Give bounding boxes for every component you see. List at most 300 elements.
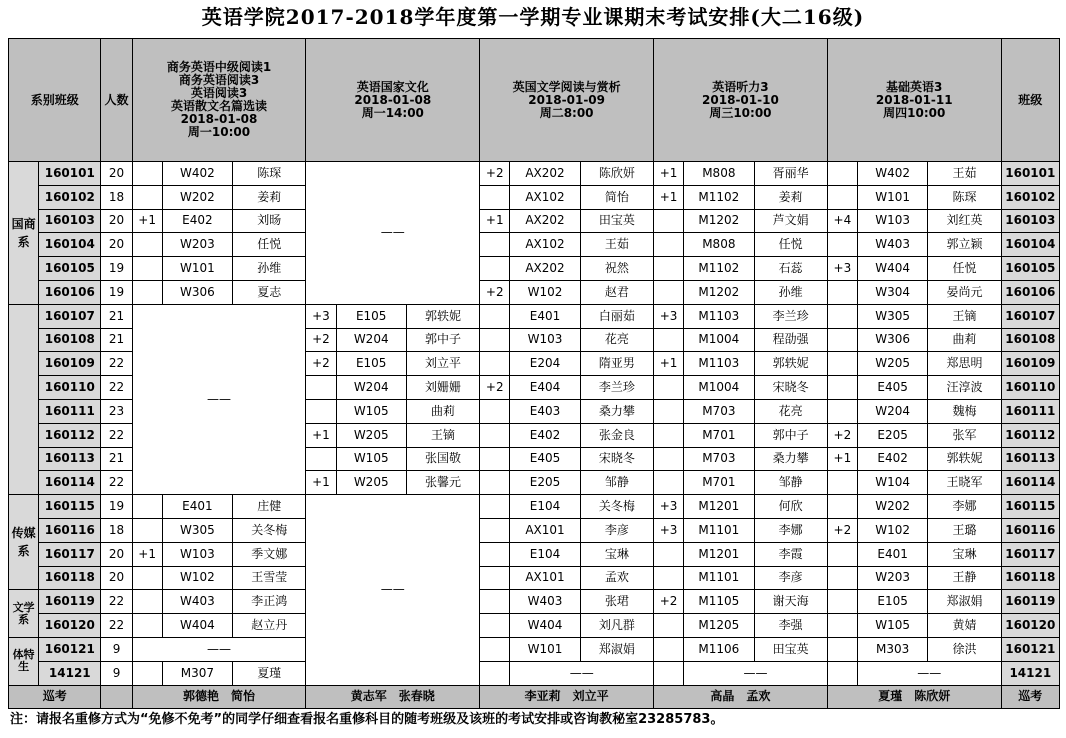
exam5-room: W203	[857, 566, 927, 590]
exam4-extra: +1	[654, 185, 684, 209]
exam5-room: W104	[857, 471, 927, 495]
exam4-extra	[654, 661, 684, 685]
footer-invigilators-4: 高晶 孟欢	[654, 685, 828, 708]
student-count: 20	[101, 162, 132, 186]
exam1-extra	[132, 566, 162, 590]
table-row	[9, 542, 1060, 566]
exam2-extra: +2	[306, 352, 336, 376]
student-count: 20	[101, 542, 132, 566]
exam1-not-applicable: ——	[132, 304, 306, 494]
header-exam-4: 英语听力3 2018-01-10 周三10:00	[654, 39, 828, 162]
exam1-proctor: 李正鸿	[233, 590, 306, 614]
exam3-extra	[480, 614, 510, 638]
exam5-extra	[827, 661, 857, 685]
table-row	[9, 566, 1060, 590]
class-id: 14121	[39, 661, 101, 685]
class-id: 160121	[39, 637, 101, 661]
exam5-proctor: 郭轶妮	[928, 447, 1001, 471]
class-id-right: 160118	[1001, 566, 1059, 590]
exam4-proctor: 石蕊	[754, 257, 827, 281]
exam5-proctor: 郑淑娟	[928, 590, 1001, 614]
exam5-room: W305	[857, 304, 927, 328]
student-count: 22	[101, 590, 132, 614]
class-id: 160113	[39, 447, 101, 471]
exam2-proctor: 张馨元	[406, 471, 479, 495]
exam5-room: W204	[857, 399, 927, 423]
exam1-room: E401	[162, 495, 232, 519]
exam3-extra	[480, 471, 510, 495]
exam5-extra	[827, 233, 857, 257]
exam4-proctor: 李娜	[754, 518, 827, 542]
class-id: 160103	[39, 209, 101, 233]
exam4-room: M701	[684, 423, 754, 447]
header-row	[9, 39, 1060, 162]
exam4-extra: +3	[654, 304, 684, 328]
exam4-extra	[654, 447, 684, 471]
class-id-right: 160101	[1001, 162, 1059, 186]
table-row	[9, 495, 1060, 519]
exam1-proctor: 刘旸	[233, 209, 306, 233]
exam1-extra	[132, 257, 162, 281]
exam5-room: W205	[857, 352, 927, 376]
exam1-not-applicable: ——	[132, 637, 306, 661]
dept-chuanmei: 传媒系	[9, 495, 39, 590]
exam2-extra	[306, 376, 336, 400]
footnote: 注：请报名重修方式为“免修不免考”的同学仔细查看报名重修科目的随考班级及该班的考试安排或咨询教秘室23285783。	[10, 712, 724, 727]
exam5-extra	[827, 352, 857, 376]
exam4-proctor: 田宝英	[754, 637, 827, 661]
exam5-room: W102	[857, 518, 927, 542]
class-id-right: 160114	[1001, 471, 1059, 495]
exam1-extra	[132, 590, 162, 614]
class-id: 160120	[39, 614, 101, 638]
student-count: 20	[101, 566, 132, 590]
exam3-room: AX202	[510, 257, 580, 281]
header-dept-class: 系别班级	[9, 39, 101, 162]
exam4-extra	[654, 566, 684, 590]
exam3-extra	[480, 661, 510, 685]
exam3-room: E403	[510, 399, 580, 423]
exam4-room: M808	[684, 233, 754, 257]
exam5-proctor: 黄婧	[928, 614, 1001, 638]
class-id: 160114	[39, 471, 101, 495]
exam2-extra	[306, 399, 336, 423]
exam4-room: M703	[684, 399, 754, 423]
exam5-extra	[827, 185, 857, 209]
exam3-proctor: 张金良	[580, 423, 653, 447]
table-row	[9, 162, 1060, 186]
exam3-extra	[480, 518, 510, 542]
table-row	[9, 614, 1060, 638]
exam1-room: W102	[162, 566, 232, 590]
exam1-extra	[132, 495, 162, 519]
class-id-right: 160112	[1001, 423, 1059, 447]
student-count: 22	[101, 376, 132, 400]
exam3-proctor: 张珺	[580, 590, 653, 614]
exam4-room: M1004	[684, 328, 754, 352]
exam5-extra: +1	[827, 447, 857, 471]
class-id: 160104	[39, 233, 101, 257]
exam5-proctor: 王镝	[928, 304, 1001, 328]
exam2-not-applicable: ——	[306, 495, 480, 685]
exam5-room: E401	[857, 542, 927, 566]
exam5-extra	[827, 162, 857, 186]
exam4-extra: +1	[654, 352, 684, 376]
exam5-proctor: 晏尚元	[928, 280, 1001, 304]
exam4-room: M1205	[684, 614, 754, 638]
exam1-room: W101	[162, 257, 232, 281]
exam2-room: W204	[336, 376, 406, 400]
class-id-right: 160110	[1001, 376, 1059, 400]
student-count: 22	[101, 471, 132, 495]
exam4-extra	[654, 614, 684, 638]
student-count: 9	[101, 637, 132, 661]
exam3-extra: +2	[480, 162, 510, 186]
header-exam-5: 基础英语3 2018-01-11 周四10:00	[827, 39, 1001, 162]
exam3-proctor: 宋晓冬	[580, 447, 653, 471]
exam5-proctor: 曲莉	[928, 328, 1001, 352]
exam3-room: W101	[510, 637, 580, 661]
exam1-room: W402	[162, 162, 232, 186]
class-id: 160115	[39, 495, 101, 519]
exam3-proctor: 桑力攀	[580, 399, 653, 423]
header-count: 人数	[101, 39, 132, 162]
exam1-proctor: 陈琛	[233, 162, 306, 186]
exam3-proctor: 关冬梅	[580, 495, 653, 519]
footer-invigilators-3: 李亚莉 刘立平	[480, 685, 654, 708]
table-row	[9, 280, 1060, 304]
exam4-proctor: 郭中子	[754, 423, 827, 447]
dept-tiyu: 体特生	[9, 637, 39, 685]
table-row	[9, 257, 1060, 281]
class-id-right: 160116	[1001, 518, 1059, 542]
exam3-extra	[480, 542, 510, 566]
exam5-not-applicable: ——	[857, 661, 1001, 685]
exam2-extra: +2	[306, 328, 336, 352]
exam4-proctor: 胥丽华	[754, 162, 827, 186]
exam3-extra	[480, 257, 510, 281]
exam4-proctor: 邹静	[754, 471, 827, 495]
exam4-proctor: 姜莉	[754, 185, 827, 209]
exam1-room: W306	[162, 280, 232, 304]
exam1-room: W103	[162, 542, 232, 566]
class-id-right: 160103	[1001, 209, 1059, 233]
exam5-room: E402	[857, 447, 927, 471]
exam5-extra	[827, 328, 857, 352]
exam1-proctor: 夏瑾	[233, 661, 306, 685]
class-id: 160116	[39, 518, 101, 542]
exam4-not-applicable: ——	[684, 661, 828, 685]
exam5-extra	[827, 280, 857, 304]
exam5-proctor: 张军	[928, 423, 1001, 447]
exam4-proctor: 李彦	[754, 566, 827, 590]
exam5-proctor: 汪淳波	[928, 376, 1001, 400]
table-row	[9, 304, 1060, 328]
student-count: 22	[101, 423, 132, 447]
exam3-room: AX202	[510, 209, 580, 233]
exam5-room: W306	[857, 328, 927, 352]
exam1-proctor: 庄健	[233, 495, 306, 519]
exam1-room: W403	[162, 590, 232, 614]
table-row	[9, 637, 1060, 661]
exam5-proctor: 刘红英	[928, 209, 1001, 233]
class-id-right: 14121	[1001, 661, 1059, 685]
exam4-room: M1201	[684, 542, 754, 566]
exam3-room: AX101	[510, 518, 580, 542]
class-id: 160117	[39, 542, 101, 566]
header-exam-2: 英语国家文化 2018-01-08 周一14:00	[306, 39, 480, 162]
exam3-room: E104	[510, 495, 580, 519]
exam3-proctor: 郑淑娟	[580, 637, 653, 661]
exam4-extra	[654, 328, 684, 352]
class-id: 160107	[39, 304, 101, 328]
class-id-right: 160111	[1001, 399, 1059, 423]
exam4-proctor: 郭轶妮	[754, 352, 827, 376]
exam3-proctor: 李彦	[580, 518, 653, 542]
exam3-extra	[480, 328, 510, 352]
page-title: 英语学院2017-2018学年度第一学期专业课期末考试安排(大二16级)	[201, 5, 865, 29]
exam4-extra	[654, 280, 684, 304]
exam2-extra: +1	[306, 423, 336, 447]
exam5-room: E105	[857, 590, 927, 614]
exam1-room: W404	[162, 614, 232, 638]
exam5-proctor: 李娜	[928, 495, 1001, 519]
exam3-room: W404	[510, 614, 580, 638]
exam2-proctor: 张国敬	[406, 447, 479, 471]
exam3-room: E401	[510, 304, 580, 328]
exam3-extra	[480, 637, 510, 661]
student-count: 9	[101, 661, 132, 685]
exam2-extra: +1	[306, 471, 336, 495]
exam5-proctor: 徐洪	[928, 637, 1001, 661]
exam1-proctor: 任悦	[233, 233, 306, 257]
footer-row	[9, 685, 1060, 708]
exam4-room: M1103	[684, 304, 754, 328]
exam1-extra	[132, 280, 162, 304]
student-count: 19	[101, 280, 132, 304]
exam4-proctor: 李强	[754, 614, 827, 638]
student-count: 20	[101, 209, 132, 233]
table-row	[9, 233, 1060, 257]
exam3-extra	[480, 495, 510, 519]
exam3-proctor: 李兰珍	[580, 376, 653, 400]
exam4-extra: +3	[654, 518, 684, 542]
exam3-extra	[480, 566, 510, 590]
table-row	[9, 209, 1060, 233]
exam3-proctor: 白丽茹	[580, 304, 653, 328]
exam3-proctor: 孟欢	[580, 566, 653, 590]
exam5-room: W202	[857, 495, 927, 519]
exam2-room: W205	[336, 471, 406, 495]
class-id-right: 160115	[1001, 495, 1059, 519]
exam5-extra	[827, 304, 857, 328]
exam3-extra	[480, 233, 510, 257]
exam5-proctor: 王晓军	[928, 471, 1001, 495]
student-count: 19	[101, 495, 132, 519]
exam1-proctor: 赵立丹	[233, 614, 306, 638]
exam1-proctor: 夏志	[233, 280, 306, 304]
table-row	[9, 590, 1060, 614]
exam5-extra	[827, 566, 857, 590]
exam1-extra	[132, 614, 162, 638]
exam2-extra: +3	[306, 304, 336, 328]
exam-schedule-table	[8, 38, 1060, 709]
footer-invigilators-5: 夏瑾 陈欣妍	[827, 685, 1001, 708]
exam5-extra: +4	[827, 209, 857, 233]
exam5-extra	[827, 376, 857, 400]
exam5-room: M303	[857, 637, 927, 661]
class-id-right: 160106	[1001, 280, 1059, 304]
footer-invigilators-1: 郭德艳 简怡	[132, 685, 306, 708]
exam3-extra: +1	[480, 209, 510, 233]
exam2-proctor: 刘立平	[406, 352, 479, 376]
exam1-proctor: 季文娜	[233, 542, 306, 566]
exam5-room: E205	[857, 423, 927, 447]
exam1-room: W202	[162, 185, 232, 209]
exam3-extra	[480, 185, 510, 209]
footer-label: 巡考	[9, 685, 101, 708]
footer-blank	[101, 685, 132, 708]
exam5-extra	[827, 637, 857, 661]
exam4-extra: +2	[654, 590, 684, 614]
student-count: 18	[101, 518, 132, 542]
exam4-proctor: 桑力攀	[754, 447, 827, 471]
exam3-proctor: 田宝英	[580, 209, 653, 233]
dept-guoshang: 国商系	[9, 162, 39, 305]
class-id-right: 160108	[1001, 328, 1059, 352]
exam4-extra	[654, 471, 684, 495]
exam5-extra	[827, 542, 857, 566]
exam2-room: E105	[336, 304, 406, 328]
exam4-room: M1101	[684, 566, 754, 590]
student-count: 21	[101, 447, 132, 471]
exam5-room: W404	[857, 257, 927, 281]
exam3-room: E204	[510, 352, 580, 376]
table-row	[9, 661, 1060, 685]
dept-unnamed	[9, 304, 39, 494]
exam4-room: M701	[684, 471, 754, 495]
exam4-room: M1202	[684, 209, 754, 233]
exam1-room: W203	[162, 233, 232, 257]
class-id-right: 160119	[1001, 590, 1059, 614]
exam5-extra	[827, 399, 857, 423]
class-id-right: 160121	[1001, 637, 1059, 661]
exam4-room: M1106	[684, 637, 754, 661]
student-count: 20	[101, 233, 132, 257]
exam4-room: M1004	[684, 376, 754, 400]
exam4-proctor: 程劭强	[754, 328, 827, 352]
exam1-extra	[132, 518, 162, 542]
class-id: 160110	[39, 376, 101, 400]
student-count: 21	[101, 328, 132, 352]
class-id: 160119	[39, 590, 101, 614]
exam3-proctor: 陈欣妍	[580, 162, 653, 186]
student-count: 18	[101, 185, 132, 209]
exam4-extra: +1	[654, 162, 684, 186]
exam5-proctor: 魏梅	[928, 399, 1001, 423]
exam3-extra	[480, 423, 510, 447]
exam3-proctor: 邹静	[580, 471, 653, 495]
exam1-proctor: 王雪莹	[233, 566, 306, 590]
exam2-proctor: 刘姗姗	[406, 376, 479, 400]
exam4-proctor: 李兰珍	[754, 304, 827, 328]
exam3-extra	[480, 590, 510, 614]
exam3-room: W403	[510, 590, 580, 614]
exam5-proctor: 宝琳	[928, 542, 1001, 566]
exam1-extra: +1	[132, 542, 162, 566]
schedule-body	[9, 39, 1060, 709]
exam3-room: AX101	[510, 566, 580, 590]
exam2-room: W105	[336, 447, 406, 471]
exam3-room: W102	[510, 280, 580, 304]
exam3-room: E404	[510, 376, 580, 400]
exam3-proctor: 赵君	[580, 280, 653, 304]
class-id: 160111	[39, 399, 101, 423]
exam4-proctor: 芦文娟	[754, 209, 827, 233]
exam3-proctor: 祝然	[580, 257, 653, 281]
exam3-room: AX202	[510, 162, 580, 186]
student-count: 23	[101, 399, 132, 423]
exam2-not-applicable: ——	[306, 162, 480, 305]
student-count: 21	[101, 304, 132, 328]
exam3-extra: +2	[480, 376, 510, 400]
exam1-room: E402	[162, 209, 232, 233]
exam3-room: AX102	[510, 233, 580, 257]
exam5-proctor: 郑思明	[928, 352, 1001, 376]
exam3-room: E205	[510, 471, 580, 495]
exam4-room: M1102	[684, 185, 754, 209]
exam2-room: W205	[336, 423, 406, 447]
exam3-room: E402	[510, 423, 580, 447]
exam5-room: W403	[857, 233, 927, 257]
exam4-room: M808	[684, 162, 754, 186]
exam4-extra	[654, 423, 684, 447]
exam1-proctor: 孙维	[233, 257, 306, 281]
exam5-proctor: 郭立颖	[928, 233, 1001, 257]
class-id: 160112	[39, 423, 101, 447]
exam2-room: W105	[336, 399, 406, 423]
exam3-room: W103	[510, 328, 580, 352]
exam4-proctor: 谢天海	[754, 590, 827, 614]
table-row	[9, 518, 1060, 542]
class-id-right: 160105	[1001, 257, 1059, 281]
exam4-extra	[654, 376, 684, 400]
exam4-extra	[654, 233, 684, 257]
exam3-room: E405	[510, 447, 580, 471]
class-id: 160105	[39, 257, 101, 281]
exam1-proctor: 关冬梅	[233, 518, 306, 542]
exam2-proctor: 郭轶妮	[406, 304, 479, 328]
header-exam-3: 英国文学阅读与赏析 2018-01-09 周二8:00	[480, 39, 654, 162]
exam5-room: W101	[857, 185, 927, 209]
class-id-right: 160113	[1001, 447, 1059, 471]
class-id-right: 160109	[1001, 352, 1059, 376]
exam5-extra	[827, 590, 857, 614]
exam4-proctor: 宋晓冬	[754, 376, 827, 400]
class-id: 160106	[39, 280, 101, 304]
footer-label-right: 巡考	[1001, 685, 1059, 708]
exam1-extra	[132, 661, 162, 685]
exam4-room: M1101	[684, 518, 754, 542]
header-class-right: 班级	[1001, 39, 1059, 162]
exam3-proctor: 花亮	[580, 328, 653, 352]
exam3-extra	[480, 352, 510, 376]
class-id-right: 160117	[1001, 542, 1059, 566]
exam2-proctor: 曲莉	[406, 399, 479, 423]
exam1-extra: +1	[132, 209, 162, 233]
exam4-room: M1202	[684, 280, 754, 304]
exam3-extra	[480, 304, 510, 328]
